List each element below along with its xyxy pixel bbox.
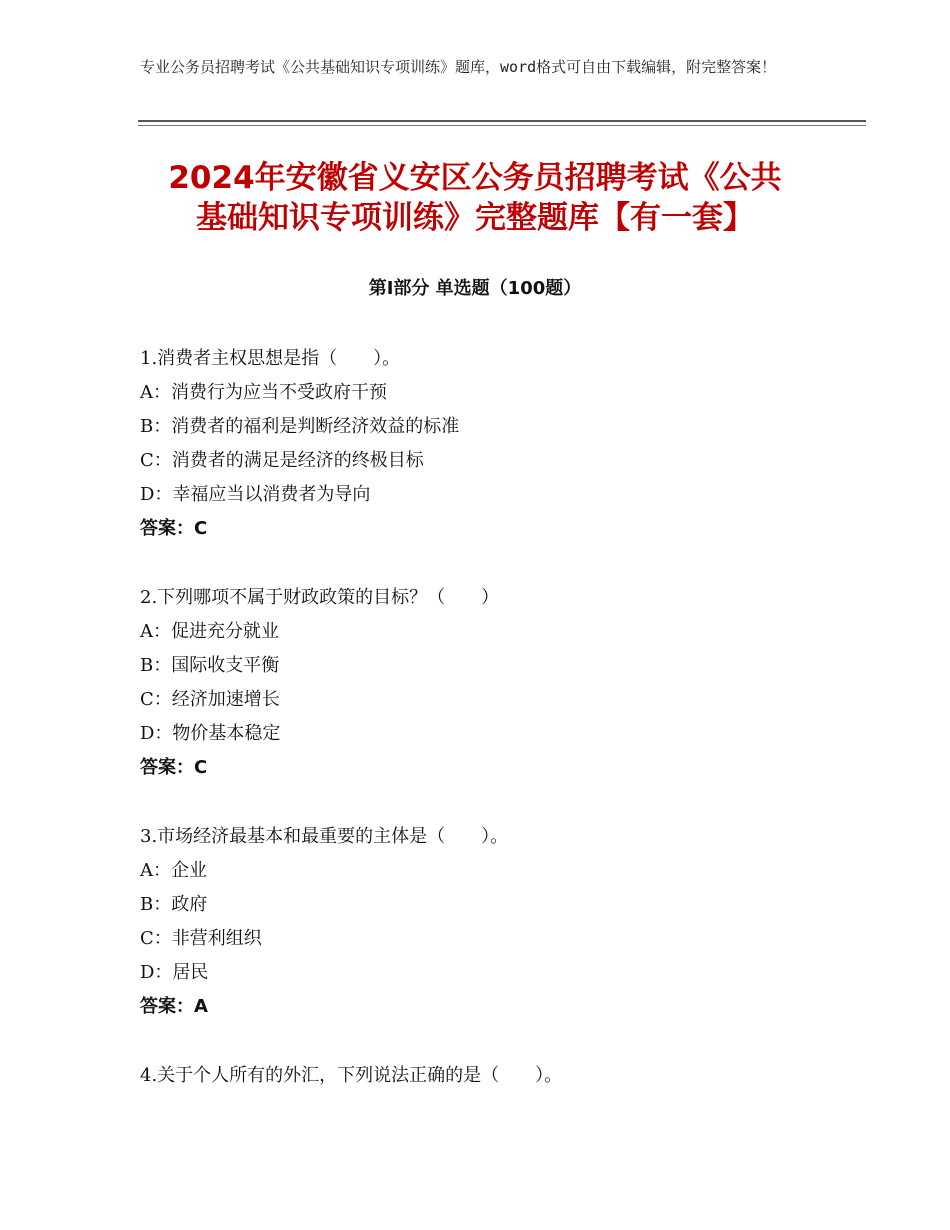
question-gap bbox=[140, 546, 860, 581]
option-a: A：促进充分就业 bbox=[140, 621, 279, 642]
option-d: D：居民 bbox=[140, 962, 209, 983]
question-stem: 2.下列哪项不属于财政政策的目标？（ ） bbox=[140, 587, 500, 608]
section-title: 第Ⅰ部分 单选题（100题） bbox=[368, 278, 582, 299]
answer-line: 答案：C bbox=[140, 518, 208, 539]
header-note: 专业公务员招聘考试《公共基础知识专项训练》题库，word格式可自由下载编辑，附完整答案！ bbox=[140, 58, 777, 76]
question-item bbox=[140, 1059, 860, 1093]
option-c: C：经济加速增长 bbox=[140, 689, 280, 710]
answer-line: 答案：A bbox=[140, 996, 208, 1017]
question-item bbox=[140, 342, 860, 546]
question-stem: 3.市场经济最基本和最重要的主体是（ ）。 bbox=[140, 826, 509, 847]
question-gap bbox=[140, 785, 860, 820]
question-item bbox=[140, 820, 860, 1024]
answer-line: 答案：C bbox=[140, 757, 208, 778]
question-stem: 4.关于个人所有的外汇，下列说法正确的是（ ）。 bbox=[140, 1065, 563, 1086]
option-d: D：物价基本稳定 bbox=[140, 723, 281, 744]
title-line-1: 2024年安徽省义安区公务员招聘考试《公共 bbox=[168, 160, 782, 196]
option-d: D：幸福应当以消费者为导向 bbox=[140, 484, 371, 505]
option-c: C：消费者的满足是经济的终极目标 bbox=[140, 450, 424, 471]
question-list bbox=[140, 342, 860, 1093]
header-divider bbox=[138, 120, 866, 122]
title-line-2: 基础知识专项训练》完整题库【有一套】 bbox=[196, 200, 754, 236]
option-c: C：非营利组织 bbox=[140, 928, 262, 949]
option-b: B：政府 bbox=[140, 894, 208, 915]
question-item bbox=[140, 581, 860, 785]
question-gap bbox=[140, 1024, 860, 1059]
option-b: B：国际收支平衡 bbox=[140, 655, 280, 676]
header-divider-thin bbox=[138, 125, 866, 126]
option-b: B：消费者的福利是判断经济效益的标准 bbox=[140, 416, 460, 437]
option-a: A：消费行为应当不受政府干预 bbox=[140, 382, 387, 403]
document-title bbox=[100, 158, 850, 238]
question-stem: 1.消费者主权思想是指（ ）。 bbox=[140, 348, 401, 369]
option-a: A：企业 bbox=[140, 860, 207, 881]
